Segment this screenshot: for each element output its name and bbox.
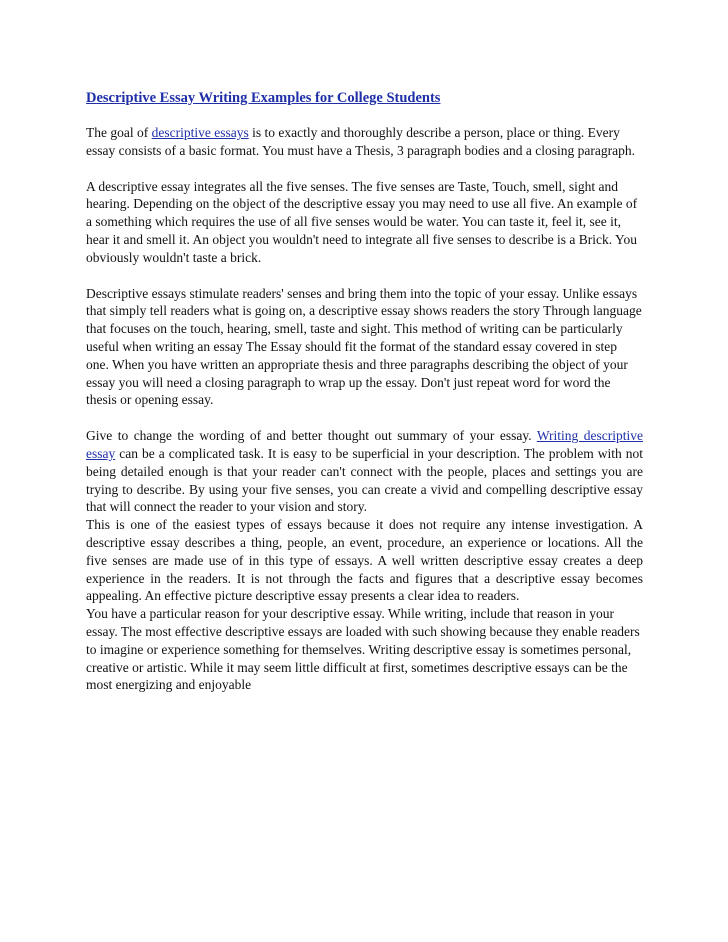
writing-descriptive-essay-link[interactable]: Writing descriptive essay	[86, 428, 643, 461]
paragraph-2: A descriptive essay integrates all the five senses. The five senses are Taste, Touch, smell, sight and hearing. Depending on the object of the descriptive essay you may need to use all five. An example of a something which requires the use of all five senses would be water. You can taste it, feel it, see it, hear it and smell it. An object you wouldn't need to integrate all five senses to describe is a Brick. You obviously wouldn't taste a brick.	[86, 178, 638, 265]
paragraph-4	[86, 427, 643, 516]
document-page	[86, 88, 643, 694]
descriptive-essays-link[interactable]: descriptive essays	[151, 125, 249, 140]
paragraph-4-text-before: Give to change the wording of and better thought out summary of your essay.	[86, 428, 537, 444]
paragraph-5: This is one of the easiest types of essays because it does not require any intense investigation. A descriptive essay describes a thing, people, an event, procedure, an experience or locations. All the five senses are made use of in this type of essays. A well written descriptive essay creates a deep experience in the readers. It is not through the facts and figures that a descriptive essay becomes appealing. An effective picture descriptive essay presents a clear idea to readers.	[86, 517, 643, 604]
paragraph-4-text-after: can be a complicated task. It is easy to be superficial in your description. The problem with not being detailed enough is that your reader can't connect with the people, places and settings you are trying to describe. By using your five senses, you can create a vivid and compelling descriptive essay that will connect the reader to your vision and story.	[86, 445, 643, 515]
paragraph-1	[86, 124, 643, 160]
paragraph-6: You have a particular reason for your descriptive essay. While writing, include that reason in your essay. The most effective descriptive essays are loaded with such showing because they enable readers to imagine or experience something for themselves. Writing descriptive essay is sometimes personal, creative or artistic. While it may seem little difficult at first, sometimes descriptive essays can be the most energizing and enjoyable	[86, 606, 640, 693]
paragraph-1-text-after: is to exactly and thoroughly describe a person, place or thing. Every essay consists of a basic format. You must have a Thesis, 3 paragraph bodies and a closing paragraph.	[86, 125, 635, 158]
document-title	[86, 88, 643, 108]
paragraph-1-text-before: The goal of	[86, 125, 152, 140]
title-link[interactable]: Descriptive Essay Writing Examples for College Students	[86, 90, 441, 106]
paragraph-3: Descriptive essays stimulate readers' senses and bring them into the topic of your essay. Unlike essays that simply tell readers what is going on, a descriptive essay shows readers the story Through language that focuses on the touch, hearing, smell, taste and sight. This method of writing can be particularly useful when writing an essay The Essay should fit the format of the standard essay covered in step one. When you have written an appropriate thesis and three paragraphs describing the object of your essay you will need a closing paragraph to wrap up the essay. Don't just repeat word for word the thesis or opening essay.	[86, 285, 642, 408]
